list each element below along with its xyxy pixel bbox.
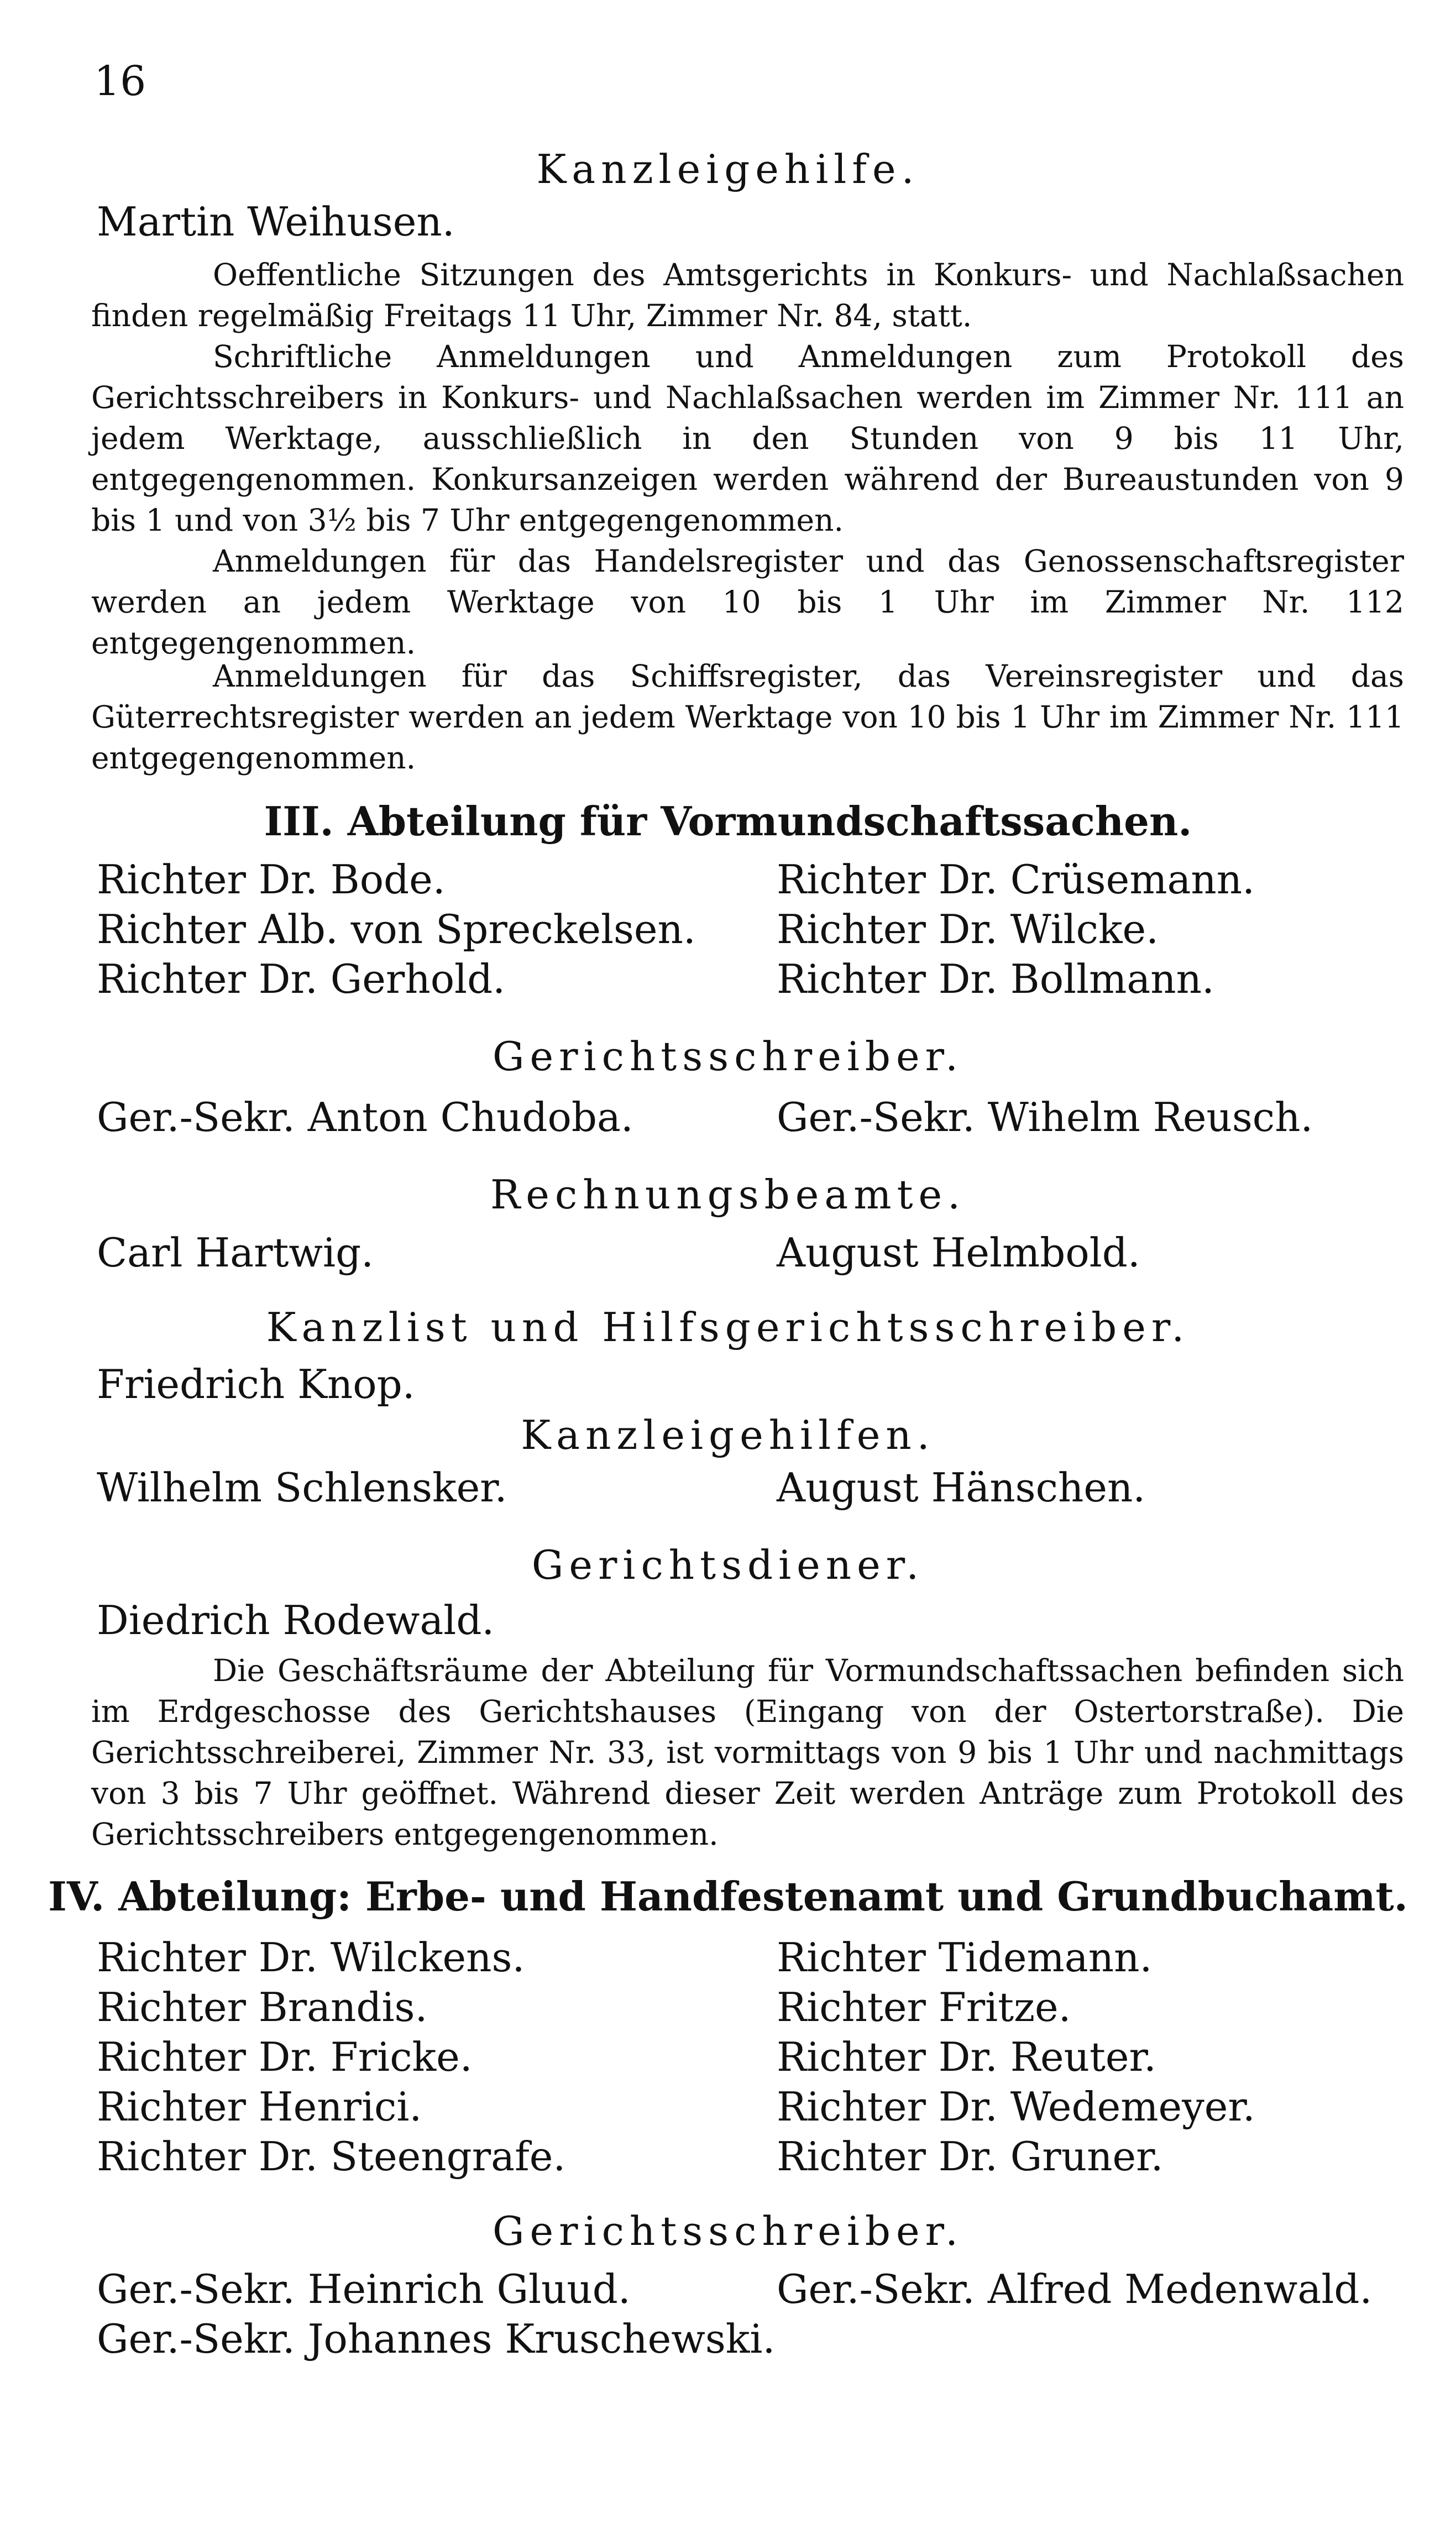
paragraph-text: Anmeldungen für das Handelsregister und das Genossenschaftsregister werden an jedem Werktage von 10 bis 1 Uhr im Zimmer Nr. 112 entgegengenommen. <box>91 543 1404 661</box>
diener-name: Diedrich Rodewald. <box>97 1597 495 1643</box>
judge-right-1: Richter Dr. Crüsemann. <box>777 856 1255 903</box>
gehilfe-right: August Hänschen. <box>777 1464 1146 1511</box>
judge-left-1: Richter Dr. Bode. <box>97 856 446 903</box>
paragraph-sitzungen <box>91 254 1404 336</box>
paragraph-text: Anmeldungen für das Schiffsregister, das Vereinsregister und das Güterrechtsregister werden an jedem Werktage von 10 bis 1 Uhr im Zimmer Nr. 111 entgegengenommen. <box>91 658 1404 776</box>
section-4-clerk-left-2: Ger.-Sekr. Johannes Kruschewski. <box>97 2316 776 2362</box>
judge-left-3: Richter Dr. Gerhold. <box>97 956 506 1002</box>
judge-left-2: Richter Alb. von Spreckelsen. <box>97 906 696 952</box>
judge-4-right-4: Richter Dr. Wedemeyer. <box>777 2083 1255 2130</box>
judge-4-left-3: Richter Dr. Fricke. <box>97 2034 473 2080</box>
paragraph-schiffsregister <box>91 656 1404 778</box>
kanzlist-heading: Kanzlist und Hilfsgerichtsschreiber. <box>266 1304 1190 1350</box>
judge-4-left-5: Richter Dr. Steengrafe. <box>97 2133 566 2180</box>
judge-right-2: Richter Dr. Wilcke. <box>777 906 1159 952</box>
kanzlist-name: Friedrich Knop. <box>97 1361 415 1407</box>
section-4-title: IV. Abteilung: Erbe- und Handfestenamt und Grundbuchamt. <box>48 1873 1408 1920</box>
section-4-clerk-right-1: Ger.-Sekr. Alfred Medenwald. <box>777 2266 1373 2312</box>
section-3-title: III. Abteilung für Vormundschaftssachen. <box>264 798 1192 845</box>
paragraph-geschaeftsraeume <box>91 1650 1404 1855</box>
gehilfen-heading: Kanzleigehilfen. <box>521 1412 935 1458</box>
gehilfe-left: Wilhelm Schlensker. <box>97 1464 507 1511</box>
judge-4-left-4: Richter Henrici. <box>97 2083 422 2130</box>
page-number: 16 <box>94 57 146 105</box>
accountants-heading: Rechnungsbeamte. <box>490 1171 966 1218</box>
judge-4-left-2: Richter Brandis. <box>97 1984 428 2030</box>
section-3-clerk-right: Ger.-Sekr. Wihelm Reusch. <box>777 1094 1313 1140</box>
paragraph-text: Schriftliche Anmeldungen und Anmeldungen zum Protokoll des Gerichtsschreibers in Konkurs- und Nachlaßsachen werden im Zimmer Nr. 111 an jedem Werktage, ausschließlich in den Stunden von 9 bis 11 Uhr, entgegengenommen. Konkursanzeigen werden während der Bureaustunden von 9 bis 1 und von 3½ bis 7 Uhr entgegengenommen. <box>91 339 1404 538</box>
judge-4-right-2: Richter Fritze. <box>777 1984 1071 2030</box>
judge-4-right-5: Richter Dr. Gruner. <box>777 2133 1164 2180</box>
judge-right-3: Richter Dr. Bollmann. <box>777 956 1214 1002</box>
diener-heading: Gerichtsdiener. <box>531 1542 925 1588</box>
judge-4-right-1: Richter Tidemann. <box>777 1934 1153 1981</box>
section-3-clerk-left: Ger.-Sekr. Anton Chudoba. <box>97 1094 633 1140</box>
kanzleigehilfe-name: Martin Weihusen. <box>97 198 455 245</box>
paragraph-text: Oeffentliche Sitzungen des Amtsgerichts in Konkurs- und Nachlaßsachen finden regelmäßig Freitags 11 Uhr, Zimmer Nr. 84, statt. <box>91 257 1404 333</box>
kanzleigehilfe-heading: Kanzleigehilfe. <box>536 146 920 192</box>
accountant-left: Carl Hartwig. <box>97 1229 374 1276</box>
paragraph-handelsregister <box>91 541 1404 663</box>
section-4-clerks-heading: Gerichtsschreiber. <box>493 2208 963 2254</box>
paragraph-text: Die Geschäftsräume der Abteilung für Vormundschaftssachen befinden sich im Erdgeschosse des Gerichtshauses (Eingang von der Ostertorstraße). Die Gerichtsschreiberei, Zimmer Nr. 33, ist vormittags von 9 bis 1 Uhr und nachmittags von 3 bis 7 Uhr geöffnet. Während dieser Zeit werden Anträge zum Protokoll des Gerichtsschreibers entgegengenommen. <box>91 1653 1404 1852</box>
accountant-right: August Helmbold. <box>777 1229 1140 1276</box>
paragraph-anmeldungen-konkurs <box>91 336 1404 541</box>
judge-4-left-1: Richter Dr. Wilckens. <box>97 1934 525 1981</box>
section-3-clerks-heading: Gerichtsschreiber. <box>493 1033 963 1080</box>
section-4-clerk-left-1: Ger.-Sekr. Heinrich Gluud. <box>97 2266 631 2312</box>
judge-4-right-3: Richter Dr. Reuter. <box>777 2034 1156 2080</box>
